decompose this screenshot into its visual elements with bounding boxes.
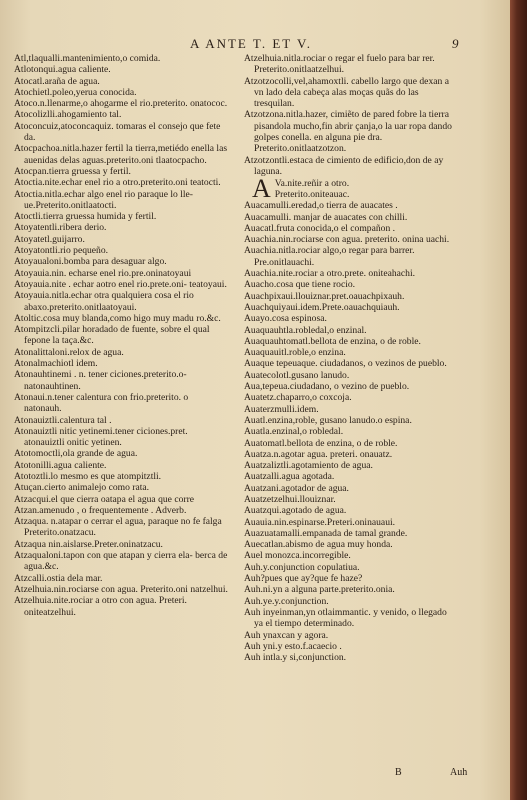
dictionary-entry: Auacatl.fruta conocida,o el compañon .	[244, 222, 396, 234]
dictionary-entry: Atoyatontli.rio pequeño.	[14, 245, 109, 257]
dictionary-entry: Auachia.nitla.rociar algo,o regar para barrer. Pre.onitlauachi.	[244, 245, 415, 268]
dictionary-entry: Atlotonqui.agua caliente.	[14, 64, 111, 76]
dictionary-entry: Auaquauhtomatl.bellota de enzina, o de roble.	[244, 335, 421, 347]
page-header	[0, 36, 510, 52]
dictionary-entry: Atonauiztli nitic yetinemi.tener ciciones.pret. atonauiztli onitic yetinen.	[14, 425, 188, 449]
dictionary-entry: Auh.y.conjunction copulatiua.	[244, 561, 360, 573]
dictionary-entry: Auaque tepeuaque. ciudadanos, o vezinos de pueblo.	[244, 358, 447, 370]
dictionary-entry: Auh inyeinman,yn otlaimmantic. y venido, o llegado ya el tiempo determinado.	[244, 606, 447, 630]
dictionary-entry: Auatecolotl.gusano lanudo.	[244, 369, 350, 381]
book-edge	[510, 0, 527, 800]
dictionary-entry: Atzcalli.ostia dela mar.	[14, 572, 103, 584]
dictionary-entry: Atoyauia.nite . echar aotro enel rio.prete.oni- teatoyaui.	[14, 278, 227, 290]
dictionary-entry: Atoyauia.nin. echarse enel rio.pre.oninatoyaui	[14, 267, 192, 279]
dictionary-entry: Auatzetzelhui.llouiznar.	[244, 493, 336, 505]
dictionary-entry: Auayo.cosa espinosa.	[244, 313, 327, 325]
dictionary-entry: Auh yni.y esto.f.acaecio .	[244, 640, 342, 652]
dictionary-entry: Auachia.nite.rociar a otro.prete. oniteahachi.	[244, 268, 416, 280]
right-column	[244, 53, 458, 663]
dictionary-entry: Atoctia.nite.echar enel rio a otro.preterito.oni teatocti.	[14, 177, 221, 189]
dictionary-entry: Atzaqua nin.aislarse.Preter.oninatzacu.	[14, 538, 163, 550]
dictionary-entry: Atompitzcli.pilar horadado de fuente, sobre el qual fepone la taça.&c.	[14, 324, 210, 347]
catchword: Auh	[450, 767, 468, 778]
dictionary-entry: Atoco.n.llenarme,o ahogarme el rio.preterito. onatococ.	[14, 98, 228, 110]
dictionary-entry: Aua,tepeua.ciudadano, o vezino de pueblo.	[244, 381, 410, 393]
dictionary-entry: Atzotzona.nitla.hazer, cimiẽto de pared fobre la tierra pisandola mucho,fin abrir çanja,o la uar ropa dando golpes conella. en alguna pie dra. Preterito.onitlaatzotzon.	[244, 109, 452, 155]
dictionary-entry: Auachia.nin.rociarse con agua. preterito. onina uachi.	[244, 234, 450, 246]
dictionary-entry: Auh ynaxcan y agora.	[244, 629, 329, 641]
dictionary-entry: Atonalmachiotl idem.	[14, 358, 98, 370]
dictionary-entry: Auecatlan.abismo de agua muy honda.	[244, 539, 393, 551]
dictionary-entry: Atzelhuia.nite.rociar a otro con agua. Preteri. oniteatzelhui.	[14, 595, 187, 618]
dictionary-entry: Atocpachoa.nitla.hazer fertil la tierra,metiédo enella las auenidas delas aguas.preterito.oni tlaatocpacho.	[14, 143, 228, 166]
dictionary-entry: Auachpixaui.llouiznar.pret.oauachpixauh.	[244, 290, 405, 302]
dictionary-entry: Atonauhtinemi . n. tener ciciones.preterito.o- natonauhtinen.	[14, 369, 187, 392]
dictionary-entry: Auaquauitl.roble,o enzina.	[244, 347, 346, 359]
dictionary-entry: Atzotzontli.estaca de cimiento de edificio,don de ay laguna.	[244, 154, 444, 177]
dictionary-entry: Atoconcuiz,atoconcaquiz. tomaras el consejo que fete da.	[14, 120, 221, 144]
dictionary-entry: Atoltic.cosa muy blanda,como higo muy madu ro.&c.	[14, 312, 221, 324]
right-column-bottom	[244, 200, 458, 663]
dictionary-entry: Atzaqualoni.tapon con que atapan y cierra ela- berca de agua.&c.	[14, 550, 228, 573]
dictionary-entry: Atoyaualoni.bomba para desaguar algo.	[14, 256, 167, 268]
dictionary-entry: Auaquauhtla.robledal,o enzinal.	[244, 324, 367, 336]
dictionary-entry: Atocpan.tierra gruessa y fertil.	[14, 165, 131, 177]
dictionary-entry: Auauia.nin.espinarse.Preteri.oninauaui.	[244, 516, 396, 528]
dictionary-entry: Atl,tlaqualli.mantenimiento,o comida.	[14, 53, 161, 64]
dictionary-entry: Auatl.enzina,roble, gusano lanudo.o espina.	[244, 414, 412, 426]
dictionary-entry: Atzotzocolli,vel,ahamoxtli. cabello largo que dexan a vn lado dela cabeça alas moças quãs do las tresquilan.	[244, 75, 449, 110]
signature-mark: B	[395, 767, 402, 778]
dictionary-entry: Auh.ye.y.conjunction.	[244, 595, 329, 607]
dictionary-entry: Atocolizlli.ahogamiento tal.	[14, 109, 122, 121]
dictionary-entry: Atonaui.n.tener calentura con frio.preterito. o natonauh.	[14, 391, 189, 415]
dictionary-entry: Atzaqua. n.atapar o cerrar el agua, paraque no fe falga Preterito.onatzacu.	[14, 516, 222, 539]
page-number: 9	[452, 36, 459, 51]
dictionary-entry: Atoyatentli.ribera derio.	[14, 222, 107, 234]
dictionary-entry: Atotoztli.lo mesmo es que atompitztli.	[14, 470, 162, 482]
dictionary-entry: Auatetz.chaparro,o coxcoja.	[244, 392, 352, 404]
dictionary-entry: Auacamulli.eredad,o tierra de auacates .	[244, 200, 398, 212]
dictionary-entry: Atotomoctli,ola grande de agua.	[14, 448, 138, 460]
dictionary-entry: Atonauiztli.calentura tal .	[14, 414, 112, 426]
dictionary-entry: Auatomatl.bellota de enzina, o de roble.	[244, 437, 398, 449]
dictionary-entry: Auatzalli.agua agotada.	[244, 471, 335, 483]
dictionary-entry: Auatza.n.agotar agua. preteri. onauatz.	[244, 448, 393, 460]
dictionary-entry: Auaterzmulli.idem.	[244, 403, 319, 415]
dictionary-entry: Auatzani.agotador de agua.	[244, 482, 349, 494]
dictionary-entry: Atzacqui.el que cierra oatapa el agua que corre	[14, 493, 195, 505]
dictionary-entry: Auazuatamalli.empanada de tamal grande.	[244, 527, 408, 539]
section-initial: A	[252, 174, 271, 204]
section-heading-line: Preterito.oniteauac.	[274, 189, 350, 201]
dictionary-entry: Atotonilli.agua caliente.	[14, 459, 107, 471]
dictionary-entry: Auh?pues que ay?que fe haze?	[244, 573, 363, 585]
dictionary-entry: Auatla.enzinal,o robledal.	[244, 426, 344, 438]
dictionary-entry: Auachquiyaui.idem.Prete.oauachquiauh.	[244, 301, 400, 313]
dictionary-entry: Atonalittaloni.relox de agua.	[14, 346, 124, 358]
section-heading-line: Va.nite.reñir a otro.	[274, 178, 350, 190]
dictionary-entry: Atochietl.poleo,yerua conocida.	[14, 86, 137, 98]
dictionary-entry: Auatzaliztli.agotamiento de agua.	[244, 460, 373, 472]
dictionary-entry: Atzelhuia.nitla.rociar o regar el fuelo para bar rer. Preterito.onitlaatzelhui.	[244, 53, 435, 76]
dictionary-entry: Atoctli.tierra gruessa humida y fertil.	[14, 211, 157, 223]
dictionary-entry: Atzelhuia.nin.rociarse con agua. Preterito.oni natzelhui.	[14, 583, 228, 595]
running-title: A ANTE T. ET V.	[190, 36, 312, 51]
dictionary-entry: Auatzqui.agotado de agua.	[244, 505, 347, 517]
dictionary-entry: Auel monozca.incorregible.	[244, 550, 351, 562]
page-footer	[0, 767, 510, 781]
dictionary-entry: Auacho.cosa que tiene rocio.	[244, 279, 356, 291]
dictionary-entry: Atoyauia.nitla.echar otra qualquiera cosa el rio abaxo.preterito.onitlaatoyaui.	[14, 290, 194, 313]
left-column	[14, 53, 228, 618]
dictionary-entry: Auh intla.y si,conjunction.	[244, 652, 347, 664]
dictionary-entry: Atoyatetl.guijarro.	[14, 233, 85, 245]
right-column-top	[244, 53, 458, 177]
section-heading	[244, 174, 458, 204]
dictionary-entry: Atuçan.cierto animalejo como rata.	[14, 482, 150, 494]
dictionary-entry: Auh.ni.yn a alguna parte.preterito.onia.	[244, 584, 395, 596]
dictionary-entry: Atoctia.nitla.echar algo enel rio paraque lo lle- ue.Preterito.onitlaatocti.	[14, 188, 194, 211]
dictionary-entry: Atocatl.araña de agua.	[14, 75, 100, 87]
dictionary-entry: Auacamulli. manjar de auacates con chilli.	[244, 211, 408, 223]
dictionary-entry: Atzan.amenudo , o frequentemente . Adverb.	[14, 504, 187, 516]
